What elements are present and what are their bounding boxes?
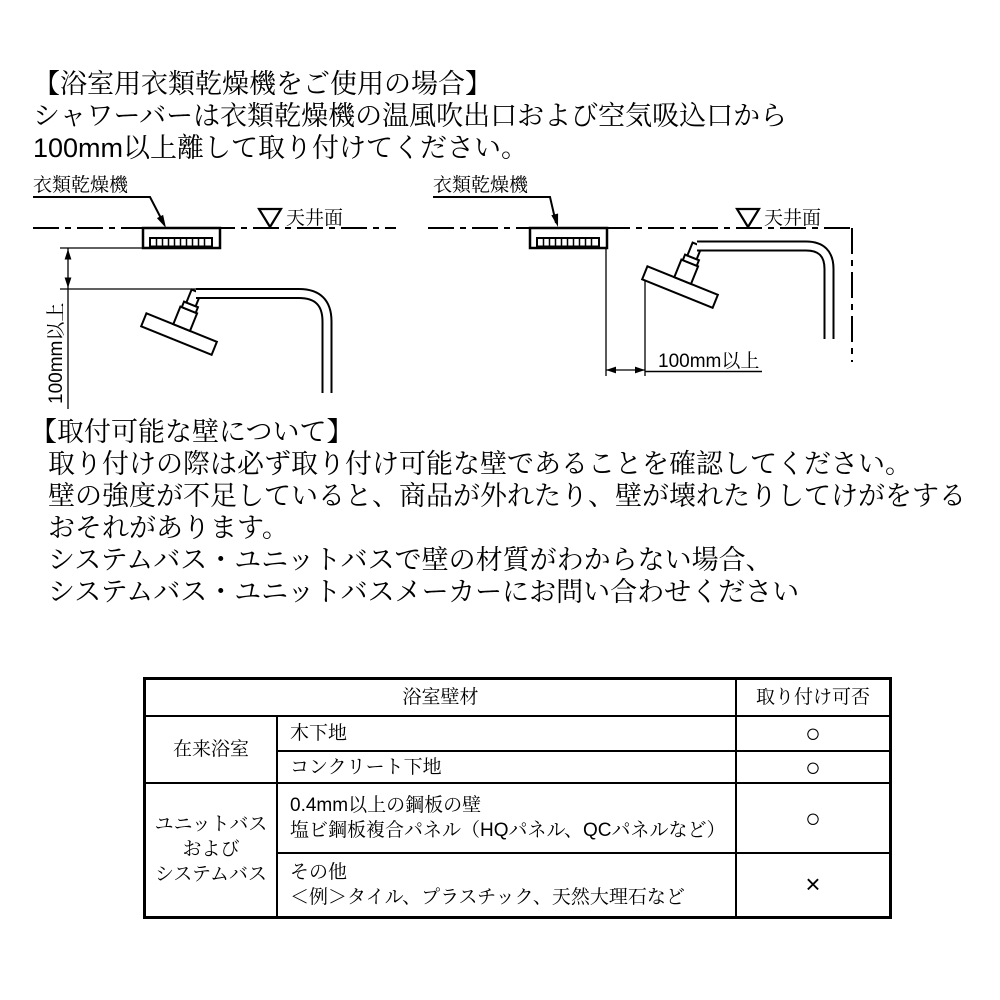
ceiling-label: 天井面 xyxy=(764,208,822,229)
shower-pipe-inner xyxy=(697,246,829,339)
dryer-section-line-2: 100mm以上離して取り付けてください。 xyxy=(33,133,529,163)
material-steel-panel xyxy=(277,783,736,853)
wall-section-line-3: おそれがあります。 xyxy=(48,513,289,543)
group-unit-bath-line-3: システムバス xyxy=(154,864,268,886)
dryer-label-arrow-icon xyxy=(157,215,166,228)
material-other-line-1: その他 xyxy=(290,861,348,883)
dryer-label: 衣類乾燥機 xyxy=(33,175,129,196)
mark-ok: ○ xyxy=(736,783,891,853)
dimension-arrow-down-icon xyxy=(65,278,72,289)
clearance-dimension-label: 100mm以上 xyxy=(658,351,760,372)
wall-section-line-5: システムバス・ユニットバスメーカーにお問い合わせください xyxy=(48,577,800,607)
dryer-section-line-1: シャワーバーは衣類乾燥機の温風吹出口および空気吸込口から xyxy=(33,101,788,131)
ceiling-label: 天井面 xyxy=(286,208,344,229)
dryer-label-arrow-icon xyxy=(551,214,558,228)
mark-ok: ○ xyxy=(736,716,891,751)
wall-section-line-2: 壁の強度が不足していると、商品が外れたり、壁が壊れたりしてけがをする xyxy=(48,481,966,511)
ceiling-triangle-icon xyxy=(737,209,759,227)
wall-section-text xyxy=(30,416,966,608)
header-allowed: 取り付け可否 xyxy=(736,679,891,717)
dimension-arrow-right-icon xyxy=(635,367,645,374)
clearance-dimension-label: 100mm以上 xyxy=(46,302,67,404)
material-other xyxy=(277,853,736,917)
dryer-label: 衣類乾燥機 xyxy=(433,175,529,196)
wall-section-heading: 【取付可能な壁について】 xyxy=(30,417,354,447)
material-wood-base: 木下地 xyxy=(277,716,736,751)
diagram-left xyxy=(33,174,396,409)
dimension-arrow-up-icon xyxy=(65,249,72,260)
wall-section-line-1: 取り付けの際は必ず取り付け可能な壁であることを確認してください。 xyxy=(48,449,912,479)
header-material: 浴室壁材 xyxy=(145,679,737,717)
group-unit-bath-line-2: および xyxy=(182,839,240,861)
dimension-arrow-left-icon xyxy=(606,367,616,374)
material-other-line-2: ＜例＞タイル、プラスチック、天然大理石など xyxy=(290,886,685,908)
material-steel-panel-line-2: 塩ビ鋼板複合パネル（HQパネル、QCパネルなど） xyxy=(290,820,726,841)
group-unit-bath-line-1: ユニットバス xyxy=(154,814,268,836)
ceiling-triangle-icon xyxy=(259,209,281,227)
dryer-section-heading: 【浴室用衣類乾燥機をご使用の場合】 xyxy=(33,69,492,99)
table-row xyxy=(145,783,891,853)
dryer-label-leader xyxy=(33,197,164,224)
dryer-label-leader xyxy=(433,197,556,223)
group-unit-bath xyxy=(145,783,278,917)
wall-material-table xyxy=(143,677,892,919)
material-steel-panel-line-1: 0.4mm以上の鋼板の壁 xyxy=(290,795,482,816)
shower-pipe-outer xyxy=(697,246,829,339)
group-conventional-bath: 在来浴室 xyxy=(145,716,278,783)
mark-ok: ○ xyxy=(736,751,891,783)
material-concrete-base: コンクリート下地 xyxy=(277,751,736,783)
table-row xyxy=(145,716,891,751)
mark-ng: × xyxy=(736,853,891,917)
wall-section-line-4: システムバス・ユニットバスで壁の材質がわからない場合、 xyxy=(48,545,773,575)
diagram-right xyxy=(428,174,852,376)
table-header-row xyxy=(145,679,891,717)
